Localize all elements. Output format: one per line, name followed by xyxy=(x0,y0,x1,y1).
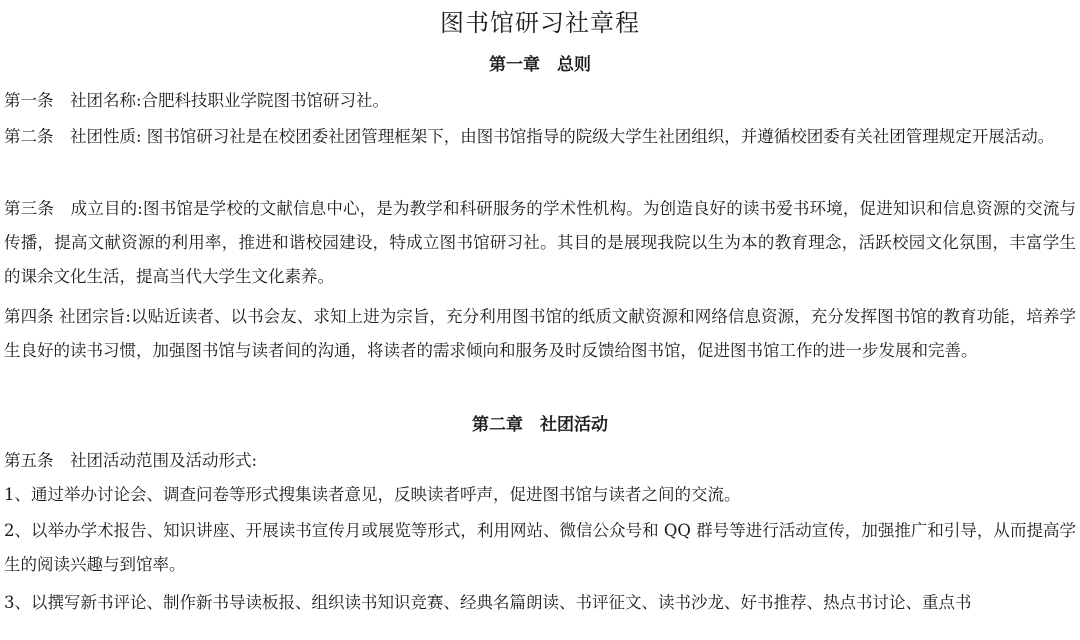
activity-item-3: 3、以撰写新书评论、制作新书导读板报、组织读书知识竞赛、经典名篇朗读、书评征文、读书沙龙、好书推荐、热点书讨论、重点书 xyxy=(4,593,972,612)
article-3: 第三条 成立目的:图书馆是学校的文献信息中心，是为教学和科研服务的学术性机构。为创造良好的读书爱书环境，促进知识和信息资源的交流与传播，提高文献资源的利用率，推进和谐校园建设，特成立图书馆研习社。其目的是展现我院以生为本的教育理念，活跃校园文化氛围，丰富学生的课余文化生活，提高当代大学生文化素养。 xyxy=(4,199,1076,286)
article-1: 第一条 社团名称:合肥科技职业学院图书馆研习社。 xyxy=(4,91,390,110)
document-title: 图书馆研习社章程 xyxy=(440,9,640,37)
chapter-2-heading: 第二章 社团活动 xyxy=(472,415,608,435)
activity-item-2: 2、以举办学术报告、知识讲座、开展读书宣传月或展览等形式，利用网站、微信公众号和 QQ 群号等进行活动宣传，加强推广和引导，从而提高学生的阅读兴趣与到馆率。 xyxy=(4,521,1076,574)
article-5: 第五条 社团活动范围及活动形式: xyxy=(4,451,258,470)
article-4: 第四条 社团宗旨:以贴近读者、以书会友、求知上进为宗旨，充分利用图书馆的纸质文献资源和网络信息资源，充分发挥图书馆的教育功能，培养学生良好的读书习惯，加强图书馆与读者间的沟通，将读者的需求倾向和服务及时反馈给图书馆，促进图书馆工作的进一步发展和完善。 xyxy=(4,307,1076,360)
chapter-1-heading: 第一章 总则 xyxy=(489,55,591,75)
article-2: 第二条 社团性质: 图书馆研习社是在校团委社团管理框架下，由图书馆指导的院级大学生社团组织，并遵循校团委有关社团管理规定开展活动。 xyxy=(4,127,1055,146)
activity-item-1: 1、通过举办讨论会、调查问卷等形式搜集读者意见，反映读者呼声，促进图书馆与读者之间的交流。 xyxy=(4,485,741,504)
